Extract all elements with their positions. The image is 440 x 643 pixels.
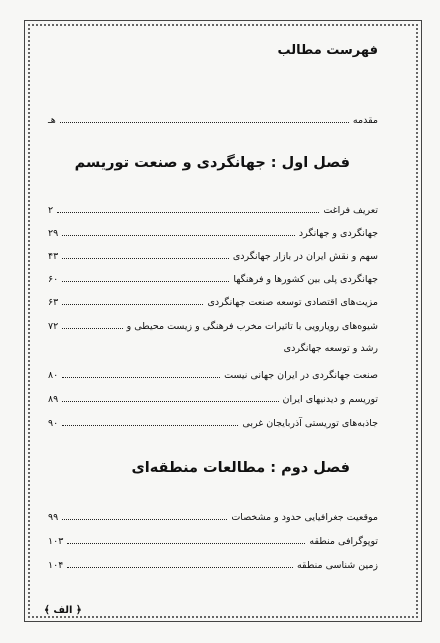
leader-dots bbox=[62, 377, 220, 378]
leader-dots bbox=[62, 328, 122, 329]
toc-heading: فهرست مطالب bbox=[270, 40, 387, 62]
entry-page: ۹۹ bbox=[48, 512, 59, 523]
page-number-footer: ﴿ الف ﴾ bbox=[44, 605, 82, 616]
toc-entry-intro[interactable] bbox=[48, 110, 378, 126]
entry-title: سهم و نقش ایران در بازار جهانگردی bbox=[232, 251, 378, 262]
leader-dots bbox=[62, 304, 203, 305]
entry-page: ۴۳ bbox=[48, 251, 59, 262]
entry-title: توپوگرافی منطقه bbox=[309, 536, 378, 547]
leader-dots bbox=[62, 281, 229, 282]
leader-dots bbox=[60, 122, 349, 123]
chapter-2-title: فصل دوم : مطالعات منطقه‌ای bbox=[131, 460, 350, 476]
entry-title: تعریف فراغت bbox=[323, 205, 378, 216]
entry-page: ۶۳ bbox=[48, 297, 59, 308]
entry-page: ۶۰ bbox=[48, 274, 59, 285]
toc-entry[interactable] bbox=[48, 200, 378, 216]
leader-dots bbox=[57, 212, 319, 213]
entry-page: ۷۲ bbox=[48, 321, 59, 332]
entry-page: ۹۰ bbox=[48, 418, 59, 429]
entry-title: صنعت جهانگردی در ایران جهانی نیست bbox=[224, 370, 378, 381]
entry-title: مقدمه bbox=[352, 115, 378, 126]
toc-entry[interactable] bbox=[48, 269, 378, 285]
entry-page: ۸۰ bbox=[48, 370, 59, 381]
leader-dots bbox=[62, 401, 278, 402]
entry-page: ۸۹ bbox=[48, 394, 59, 405]
chapter-1-title: فصل اول : جهانگردی و صنعت توریسم bbox=[74, 155, 350, 171]
leader-dots bbox=[62, 235, 295, 236]
entry-title: جهانگردی پلی بین کشورها و فرهنگها bbox=[233, 274, 378, 285]
toc-entry[interactable] bbox=[48, 316, 378, 332]
entry-title: توریسم و دیدنیهای ایران bbox=[282, 394, 378, 405]
toc-entry[interactable] bbox=[48, 365, 378, 381]
entry-title: شیوه‌های رویارویی با تاثیرات مخرب فرهنگی و زیست محیطی و bbox=[126, 321, 378, 332]
entry-page: هـ bbox=[48, 115, 56, 126]
entry-page: ۱۰۳ bbox=[48, 536, 64, 547]
entry-title: زمین شناسی منطقه bbox=[296, 560, 378, 571]
leader-dots bbox=[67, 543, 305, 544]
toc-entry[interactable] bbox=[48, 389, 378, 405]
toc-entry[interactable] bbox=[48, 223, 378, 239]
toc-entry[interactable] bbox=[48, 413, 378, 429]
entry-title: جاذبه‌های توریستی آذربایجان غربی bbox=[242, 418, 378, 429]
entry-title: موقعیت جغرافیایی حدود و مشخصات bbox=[231, 512, 378, 523]
entry-title: مزیت‌های اقتصادی توسعه صنعت جهانگردی bbox=[207, 297, 378, 308]
leader-dots bbox=[67, 567, 293, 568]
toc-entry[interactable] bbox=[48, 507, 378, 523]
toc-entry[interactable] bbox=[48, 292, 378, 308]
toc-entry[interactable] bbox=[48, 531, 378, 547]
toc-entry[interactable] bbox=[48, 555, 378, 571]
toc-entry[interactable] bbox=[48, 246, 378, 262]
entry-continuation: رشد و توسعه جهانگردی bbox=[283, 343, 378, 354]
leader-dots bbox=[62, 258, 229, 259]
entry-title: جهانگردی و جهانگرد bbox=[298, 228, 378, 239]
entry-page: ۱۰۴ bbox=[48, 560, 64, 571]
leader-dots bbox=[62, 519, 227, 520]
entry-page: ۲ bbox=[48, 205, 54, 216]
entry-page: ۲۹ bbox=[48, 228, 59, 239]
leader-dots bbox=[62, 425, 238, 426]
